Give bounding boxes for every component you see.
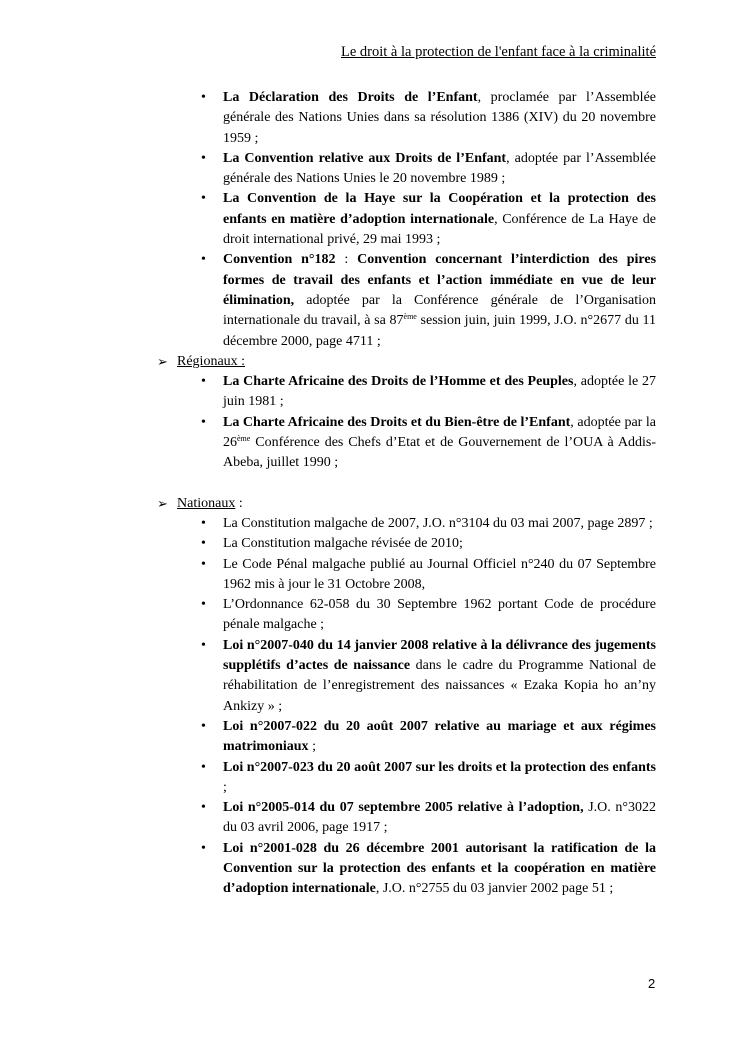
international-instruments-list (0, 88, 745, 352)
document-body (0, 88, 745, 900)
list-item: • Loi n°2001-028 du 26 décembre 2001 autorisant la ratification de la Convention sur la protection des enfants et la coopération en matière d’adoption internationale, J.O. n°2755 du 03 janvier 2002 page 51 ; (201, 840, 656, 897)
regional-instruments-list (0, 372, 745, 473)
bullet-icon: • (201, 536, 206, 552)
page-number: 2 (648, 976, 656, 991)
list-item: • Loi n°2007-040 du 14 janvier 2008 relative à la délivrance des jugements supplétifs d’actes de naissance dans le cadre du Programme National de réhabilitation de l’enregistrement des naissances « Ezaka Kopia ho an’ny Ankizy » ; (201, 637, 656, 714)
list-item: • Convention n°182 : Convention concernant l’interdiction des pires formes de travail des enfants et l’action immédiate en vue de leur élimination, adoptée par la Conférence générale de l’Organisation internationale du travail, à sa 87ème session juin, juin 1999, J.O. n°2677 du 11 décembre 2000, page 4711 ; (201, 252, 657, 349)
bullet-icon: • (201, 718, 206, 734)
bullet-icon: • (201, 252, 206, 268)
list-item: • L’Ordonnance 62-058 du 30 Septembre 1962 portant Code de procédure pénale malgache ; (201, 597, 656, 633)
arrow-bullet-icon: ➢ (157, 495, 168, 511)
regional-section-heading: ➢ Régionaux : (177, 352, 745, 372)
arrow-bullet-icon: ➢ (157, 353, 168, 369)
bullet-icon: • (201, 840, 206, 856)
bullet-icon: • (201, 759, 206, 775)
bullet-icon: • (201, 515, 206, 531)
bullet-icon: • (201, 414, 206, 430)
bullet-icon: • (201, 597, 206, 613)
list-item: • La Constitution malgache de 2007, J.O. n°3104 du 03 mai 2007, page 2897 ; (223, 514, 656, 534)
list-item: • Le Code Pénal malgache publié au Journal Officiel n°240 du 07 Septembre 1962 mis à jour le 31 Octobre 2008, (201, 556, 656, 592)
list-item: • La Charte Africaine des Droits de l’Homme et des Peuples, adoptée le 27 juin 1981 ; (201, 374, 656, 410)
bullet-icon: • (201, 374, 206, 390)
list-item: • La Déclaration des Droits de l’Enfant, proclamée par l’Assemblée générale des Nations Unies dans sa résolution 1386 (XIV) du 20 novembre 1959 ; (201, 90, 656, 146)
bullet-icon: • (201, 191, 206, 207)
bullet-icon: • (201, 150, 206, 166)
bullet-icon: • (201, 637, 206, 653)
list-item: • La Constitution malgache révisée de 2010; (223, 534, 656, 554)
bullet-icon: • (201, 800, 206, 816)
list-item: • La Convention de la Haye sur la Coopération et la protection des enfants en matière d’adoption internationale, Conférence de La Haye de droit international privé, 29 mai 1993 ; (201, 191, 656, 248)
list-item: • Loi n°2007-023 du 20 août 2007 sur les droits et la protection des enfants ; (201, 759, 656, 795)
list-item: • Loi n°2005-014 du 07 septembre 2005 relative à l’adoption, J.O. n°3022 du 03 avril 2006, page 1917 ; (201, 800, 656, 836)
page-header-title: Le droit à la protection de l'enfant face à la criminalité (340, 44, 656, 60)
national-instruments-list (0, 514, 745, 900)
national-section-heading: ➢ Nationaux : (177, 494, 745, 514)
list-item: • La Convention relative aux Droits de l’Enfant, adoptée par l’Assemblée générale des Nations Unies le 20 novembre 1989 ; (201, 150, 657, 187)
list-item: • La Charte Africaine des Droits et du Bien-être de l’Enfant, adoptée par la 26ème Conférence des Chefs d’Etat et de Gouvernement de l’OUA à Addis-Abeba, juillet 1990 ; (201, 414, 656, 471)
bullet-icon: • (201, 556, 206, 572)
list-item: • Loi n°2007-022 du 20 août 2007 relative au mariage et aux régimes matrimoniaux ; (201, 718, 656, 755)
bullet-icon: • (201, 90, 206, 105)
